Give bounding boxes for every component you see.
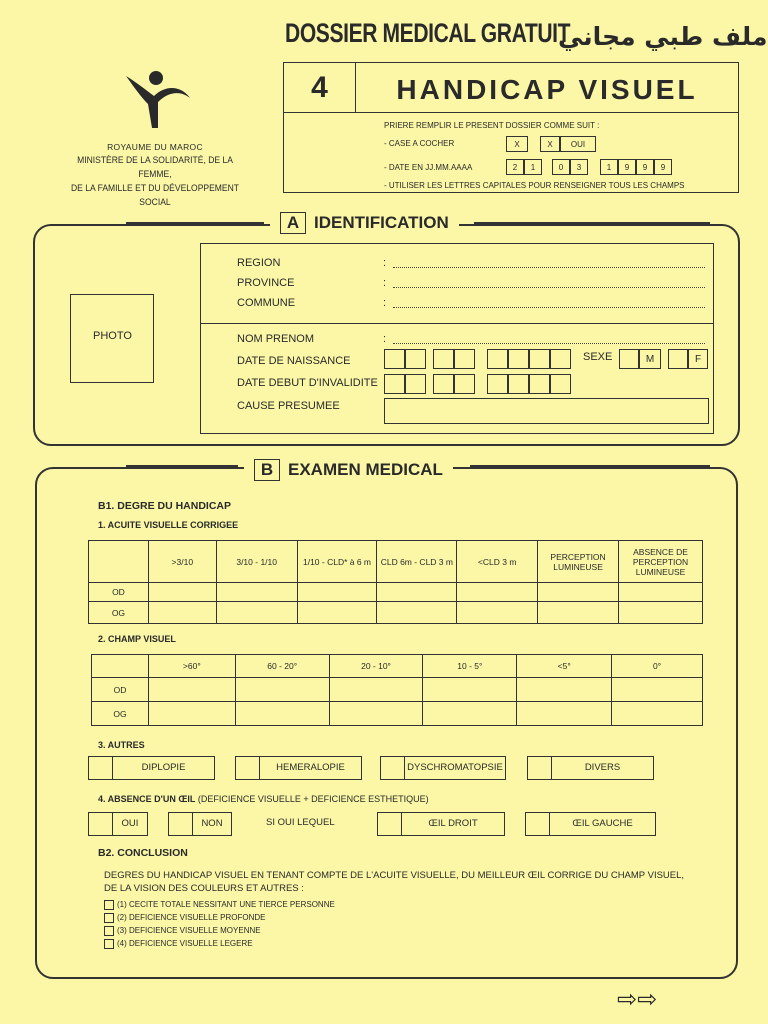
document-title-arabic: ملف طبي مجاني [558,22,768,51]
birthdate-digit-box[interactable] [508,349,529,369]
absence-oui-option[interactable] [88,812,148,836]
champ-cell[interactable] [148,678,235,702]
date-digit: 3 [570,159,588,175]
oeil-gauche-checkbox[interactable] [526,812,550,836]
section-a-rule-left [126,222,264,225]
si-oui-label: SI OUI LEQUEL [266,817,335,828]
acuite-table [88,540,703,624]
section-a-heading [270,211,459,235]
champ-cell[interactable] [612,678,703,702]
conclusion-option-label: (2) DEFICIENCE VISUELLE PROFONDE [117,913,266,922]
invalidity-date-digit-box[interactable] [529,374,550,394]
conclusion-option-label: (1) CECITE TOTALE NESSITANT UNE TIERCE PERSONNE [117,900,335,909]
champ-header-cell: 20 - 10° [329,655,423,678]
absence-non-option[interactable] [168,812,232,836]
acuite-cell[interactable] [377,583,457,602]
divers-label: DIVERS [584,762,621,773]
acuite-cell[interactable] [297,602,377,624]
birthdate-digit-box[interactable] [454,349,475,369]
dyschromatopsie-option[interactable] [380,756,506,780]
hemeralopie-checkbox[interactable] [236,756,260,780]
sexe-m-label: M [639,349,661,369]
sexe-label: SEXE [583,351,613,363]
date-digit: 1 [600,159,618,175]
acuite-cell[interactable] [457,602,538,624]
champ-corner-cell [92,655,149,678]
region-field[interactable] [393,267,705,268]
absence-title: 4. ABSENCE D'UN ŒIL [98,794,196,804]
dyschromatopsie-label: DYSCHROMATOPSIE [407,762,503,773]
example-checkbox-yes: X [540,136,560,152]
conclusion-checkbox[interactable] [104,939,114,949]
acuite-cell[interactable] [619,583,703,602]
date-digit: 2 [506,159,524,175]
birthdate-digit-box[interactable] [550,349,571,369]
acuite-header-cell: <CLD 3 m [457,541,538,583]
acuite-cell[interactable] [216,602,297,624]
acuite-header-cell: CLD 6m - CLD 3 m [377,541,457,583]
organization-block [55,140,255,210]
photo-label: PHOTO [93,330,132,342]
instructions-intro: PRIERE REMPLIR LE PRESENT DOSSIER COMME SUIT : [384,121,600,130]
invalidity-date-digit-box[interactable] [487,374,508,394]
acuite-header-cell: ABSENCE DE PERCEPTION LUMINEUSE [619,541,703,583]
commune-label: COMMUNE [237,297,296,309]
region-colon: : [383,257,387,269]
conclusion-option-label: (3) DEFICIENCE VISUELLE MOYENNE [117,926,261,935]
invalidity-date-digit-box[interactable] [508,374,529,394]
section-a-rule-right [474,222,710,225]
nom-prenom-field[interactable] [393,343,705,344]
invalidity-date-label: DATE DEBUT D'INVALIDITE [237,377,378,389]
conclusion-text-line-2: DE LA VISION DES COULEURS ET AUTRES : [104,883,304,894]
date-digit: 9 [618,159,636,175]
example-yes-label: OUI [560,136,596,152]
diplopie-option[interactable] [88,756,215,780]
conclusion-title: B2. CONCLUSION [98,847,188,859]
section-b-letter: B [254,459,280,481]
birthdate-label: DATE DE NAISSANCE [237,355,351,367]
instructions-caps: - UTILISER LES LETTRES CAPITALES POUR RENSEIGNER TOUS LES CHAMPS [384,181,685,190]
instructions-date: - DATE EN JJ.MM.AAAA [384,163,473,172]
dyschromatopsie-checkbox[interactable] [381,756,405,780]
commune-colon: : [383,297,387,309]
section-a-letter: A [280,212,306,234]
champ-cell[interactable] [148,702,235,726]
champ-cell[interactable] [517,678,612,702]
invalidity-date-digit-box[interactable] [550,374,571,394]
conclusion-checkbox[interactable] [104,900,114,910]
hemeralopie-option[interactable] [235,756,362,780]
absence-non-label: NON [201,818,223,829]
date-digit: 9 [636,159,654,175]
champ-header-cell: 60 - 20° [235,655,329,678]
conclusion-checkbox[interactable] [104,926,114,936]
divers-option[interactable] [527,756,654,780]
ministry-logo [118,68,198,138]
hemeralopie-label: HEMERALOPIE [276,762,345,773]
section-b-rule-right [470,465,710,468]
province-field[interactable] [393,287,705,288]
champ-header-row [92,655,703,678]
sexe-f-checkbox[interactable] [668,349,688,369]
champ-cell[interactable] [517,702,612,726]
acuite-header-cell: 3/10 - 1/10 [216,541,297,583]
conclusion-options [104,898,335,950]
conclusion-option[interactable] [104,898,335,911]
commune-field[interactable] [393,307,705,308]
champ-cell[interactable] [423,678,517,702]
table-row [89,583,703,602]
cause-label: CAUSE PRESUMEE [237,400,340,412]
acuite-cell[interactable] [538,602,619,624]
champ-header-cell: <5° [517,655,612,678]
oeil-gauche-option[interactable] [525,812,656,836]
conclusion-text-line-1: DEGRES DU HANDICAP VISUEL EN TENANT COMPTE DE L'ACUITE VISUELLE, DU MEILLEUR ŒIL CORRIGE DU CHAMP VISUEL, [104,870,685,881]
section-b-heading [244,458,453,482]
acuite-cell[interactable] [148,602,216,624]
acuite-header-row [89,541,703,583]
acuite-corner-cell [89,541,149,583]
birthdate-digit-box[interactable] [529,349,550,369]
acuite-header-cell: PERCEPTION LUMINEUSE [538,541,619,583]
invalidity-date-digit-box[interactable] [433,374,454,394]
acuite-cell[interactable] [148,583,216,602]
conclusion-option[interactable] [104,911,335,924]
divers-checkbox[interactable] [528,756,552,780]
champ-cell[interactable] [329,702,423,726]
acuite-cell[interactable] [297,583,377,602]
table-row [89,602,703,624]
org-line-3: DE LA FAMILLE ET DU DÉVELOPPEMENT SOCIAL [70,183,240,208]
champ-table [91,654,703,726]
province-colon: : [383,277,387,289]
birthdate-digit-box[interactable] [405,349,426,369]
absence-non-checkbox[interactable] [169,812,193,836]
nom-prenom-label: NOM PRENOM [237,333,314,345]
invalidity-date-digit-box[interactable] [384,374,405,394]
acuite-row-label: OG [89,602,149,624]
sexe-m-checkbox[interactable] [619,349,639,369]
province-label: PROVINCE [237,277,295,289]
b1-title: B1. DEGRE DU HANDICAP [98,500,232,512]
acuite-header-cell: >3/10 [148,541,216,583]
date-digit: 0 [552,159,570,175]
absence-oui-checkbox[interactable] [89,812,113,836]
instructions-checkbox: - CASE A COCHER [384,139,455,148]
champ-cell[interactable] [235,702,329,726]
birthdate-digit-box[interactable] [433,349,454,369]
sexe-f-label: F [688,349,708,369]
oeil-droit-checkbox[interactable] [378,812,402,836]
champ-row-label: OD [92,678,149,702]
conclusion-option-label: (4) DEFICIENCE VISUELLE LEGERE [117,939,253,948]
cause-field[interactable] [384,398,709,424]
champ-title: 2. CHAMP VISUEL [98,634,176,644]
identification-divider [200,323,714,324]
champ-header-cell: 10 - 5° [423,655,517,678]
document-title: DOSSIER MEDICAL GRATUIT [285,18,571,48]
oeil-gauche-label: ŒIL GAUCHE [572,818,633,829]
oeil-droit-option[interactable] [377,812,505,836]
absence-oui-label: OUI [121,818,139,829]
champ-cell[interactable] [329,678,423,702]
acuite-cell[interactable] [216,583,297,602]
acuite-cell[interactable] [538,583,619,602]
acuite-title: 1. ACUITE VISUELLE CORRIGEE [98,520,239,530]
nom-prenom-colon: : [383,333,387,345]
champ-header-cell: 0° [612,655,703,678]
conclusion-checkbox[interactable] [104,913,114,923]
birthdate-digit-box[interactable] [487,349,508,369]
champ-row-label: OG [92,702,149,726]
org-line-1: ROYAUME DU MAROC [107,142,203,152]
absence-subtitle: (DEFICIENCE VISUELLE + DEFICIENCE ESTHETIQUE) [197,794,429,804]
conclusion-option[interactable] [104,937,335,950]
absence-title-line [98,794,429,804]
acuite-header-cell: 1/10 - CLD* à 6 m [297,541,377,583]
conclusion-option[interactable] [104,924,335,937]
section-b-rule-left [126,465,238,468]
champ-cell[interactable] [423,702,517,726]
acuite-cell[interactable] [619,602,703,624]
section-b-title: EXAMEN MEDICAL [288,460,443,479]
invalidity-date-digit-box[interactable] [454,374,475,394]
form-header-box [283,62,739,193]
region-label: REGION [237,257,281,269]
acuite-cell[interactable] [377,602,457,624]
acuite-cell[interactable] [457,583,538,602]
birthdate-digit-box[interactable] [384,349,405,369]
champ-header-cell: >60° [148,655,235,678]
table-row [92,678,703,702]
section-a-title: IDENTIFICATION [314,213,449,232]
oeil-droit-label: ŒIL DROIT [428,818,478,829]
date-digit: 9 [654,159,672,175]
date-digit: 1 [524,159,542,175]
table-row [92,702,703,726]
invalidity-date-digit-box[interactable] [405,374,426,394]
champ-cell[interactable] [612,702,703,726]
example-checkbox: X [506,136,528,152]
diplopie-checkbox[interactable] [89,756,113,780]
diplopie-label: DIPLOPIE [141,762,186,773]
champ-cell[interactable] [235,678,329,702]
acuite-row-label: OD [89,583,149,602]
form-number: 4 [284,63,356,113]
org-line-2: MINISTÈRE DE LA SOLIDARITÉ, DE LA FEMME, [77,155,233,180]
autres-title: 3. AUTRES [98,740,145,750]
form-title: HANDICAP VISUEL [356,63,738,113]
next-page-arrow-icon: ⇨⇨ [617,985,658,1013]
